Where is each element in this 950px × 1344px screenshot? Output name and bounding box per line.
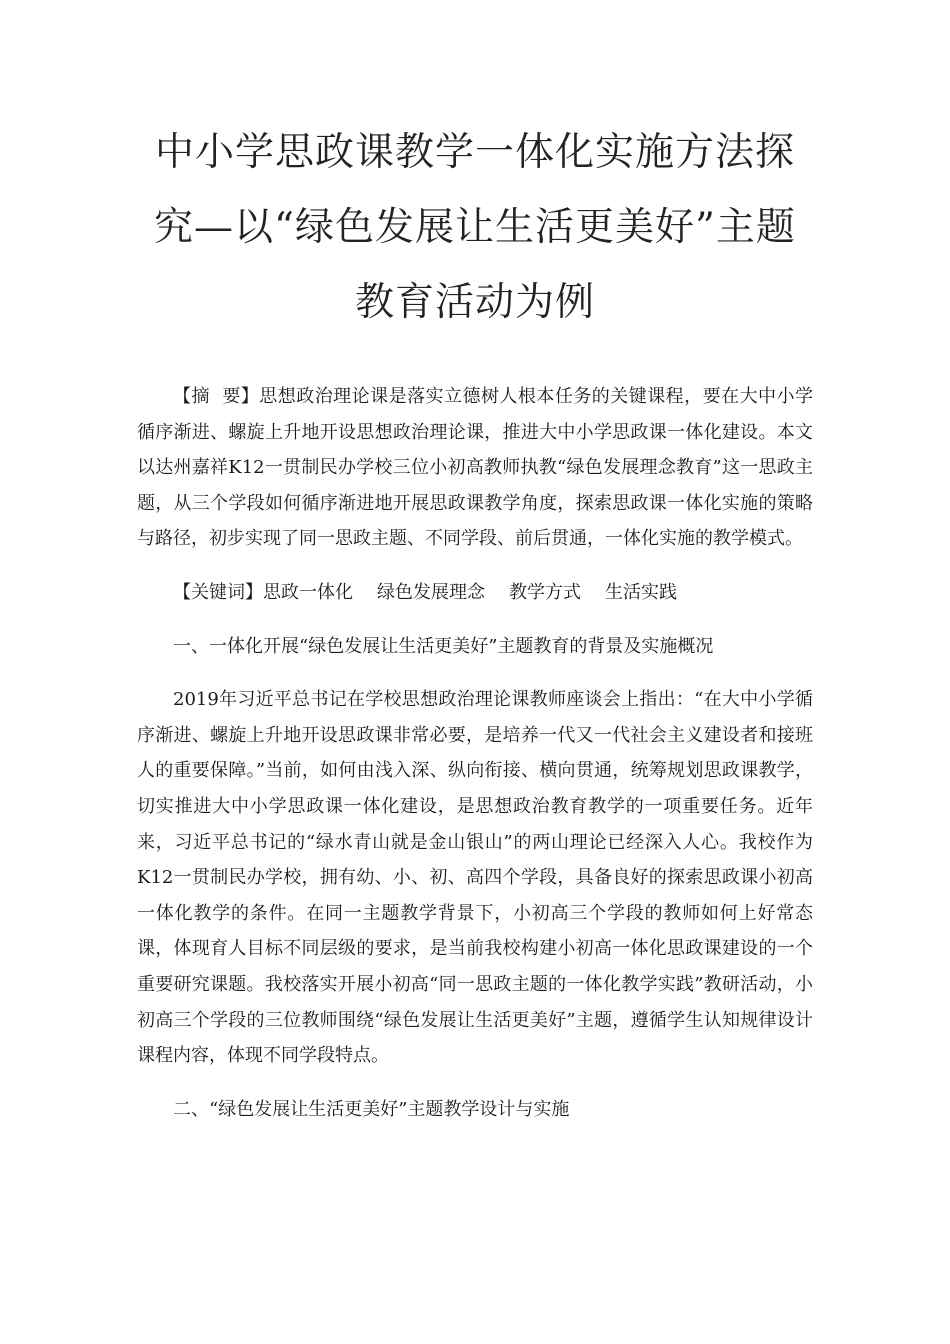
section-heading: 一、一体化开展“绿色发展让生活更美好”主题教育的背景及实施概况 <box>173 635 714 657</box>
keywords-paragraph <box>137 575 813 611</box>
keyword-item: 教学方式 <box>509 581 581 603</box>
section-paragraph: 2019年习近平总书记在学校思想政治理论课教师座谈会上指出：“在大中小学循序渐进、螺旋上升地开设思政课非常必要，是培养一代又一代社会主义建设者和接班人的重要保障。”当前，如何由浅入深、纵向衔接、横向贯通，统筹规划思政课教学，切实推进大中小学思政课一体化建设，是思想政治教育教学的一项重要任务。近年来，习近平总书记的“绿水青山就是金山银山”的两山理论已经深入人心。我校作为K12一贯制民办学校，拥有幼、小、初、高四个学段，具备良好的探索思政课小初高一体化教学的条件。在同一主题教学背景下，小初高三个学段的教师如何上好常态课，体现育人目标不同层级的要求，是当前我校构建小初高一体化思政课建设的一个重要研究课题。我校落实开展小初高“同一思政主题的一体化教学实践”教研活动，小初高三个学段的三位教师围绕“绿色发展让生活更美好”主题，遵循学生认知规律设计课程内容，体现不同学段特点。 <box>137 689 813 1067</box>
abstract-label: 【摘 要】 <box>173 386 260 407</box>
keyword-item: 思政一体化 <box>263 581 353 603</box>
document-title: 中小学思政课教学一体化实施方法探究—以“绿色发展让生活更美好”主题教育活动为例 <box>154 130 796 325</box>
section-heading: 二、“绿色发展让生活更美好”主题教学设计与实施 <box>173 1098 570 1120</box>
keyword-item: 生活实践 <box>605 581 677 603</box>
keyword-item: 绿色发展理念 <box>377 581 485 603</box>
abstract-paragraph <box>137 379 813 557</box>
document-body <box>137 379 813 1127</box>
keywords-label: 【关键词】 <box>173 581 263 603</box>
abstract-text: 思想政治理论课是落实立德树人根本任务的关键课程，要在大中小学循序渐进、螺旋上升地开设思想政治理论课，推进大中小学思政课一体化建设。本文以达州嘉祥K12一贯制民办学校三位小初高教师执教“绿色发展理念教育”这一思政主题，从三个学段如何循序渐进地开展思政课教学角度，探索思政课一体化实施的策略与路径，初步实现了同一思政主题、不同学段、前后贯通，一体化实施的教学模式。 <box>137 386 813 550</box>
